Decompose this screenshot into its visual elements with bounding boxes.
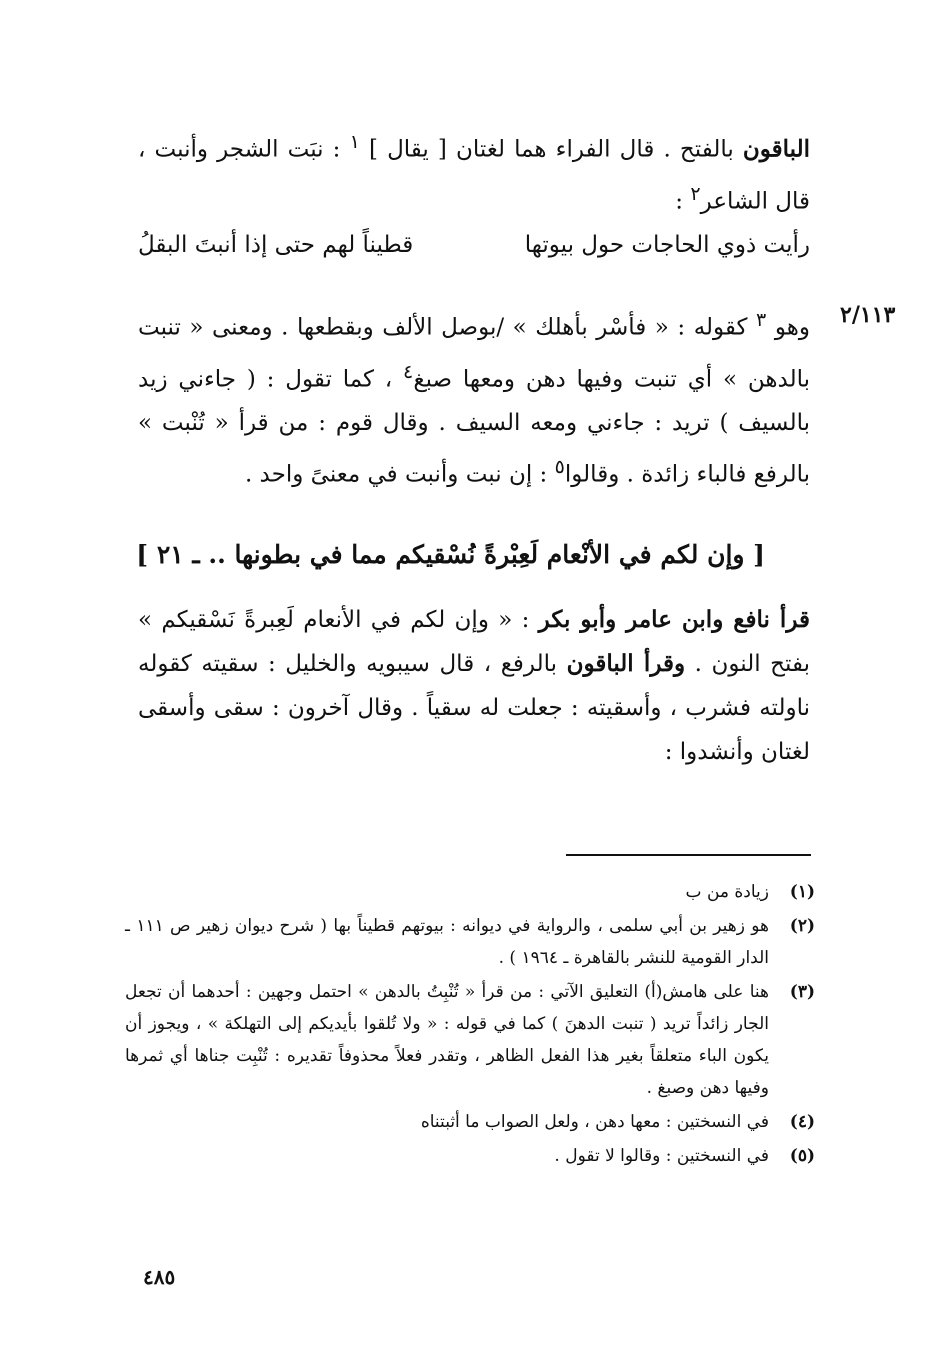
paragraph-1-text-c: :	[675, 188, 691, 215]
paragraph-1	[138, 120, 810, 223]
reciters-bold: قرأ نافع وابن عامر وأبو بكر	[538, 606, 810, 633]
footnote-text: في النسختين : وقالوا لا تقول .	[554, 1146, 769, 1166]
bold-word-albaqun: الباقون	[742, 135, 811, 163]
footnote-number: (١)	[789, 882, 815, 902]
footnote-4	[125, 1106, 815, 1138]
footnote-1	[125, 876, 815, 908]
footnote-text: هنا على هامش(أ) التعليق الآتي : من قرأ « تُنْبِتُ بالدهن » احتمل وجهين : أحدهما أن تجعل الجار زائداً تريد ( تنبت الدهنَ ) كما في قوله : « ولا تُلقوا بأيديكم إلى التهلكة » ، ويجوز أن يكون الباء متعلقاً بغير هذا الفعل الظاهر ، وتقدر فعلاً محذوفاً تقديره : تُنْبِت جناها أي ثمرها وفيها دهن وصبغ .	[125, 982, 769, 1098]
footnote-number: (٥)	[789, 1146, 815, 1166]
bold-albaqun-2: وقرأ الباقون	[566, 650, 686, 677]
footnote-ref-3: ٣	[756, 308, 767, 331]
footnote-5	[125, 1140, 815, 1172]
paragraph-2	[138, 298, 810, 497]
footnote-ref-4: ٤	[403, 359, 414, 383]
footnote-number: (٣)	[789, 982, 815, 1002]
footnote-text: هو زهير بن أبي سلمى ، والرواية في ديوانه : بيوتهم قطيناً بها ( شرح ديوان زهير ص ١١١ ـ الدار القومية للنشر بالقاهرة ـ ١٩٦٤ ) .	[125, 916, 770, 968]
page-number: ٤٨٥	[143, 1265, 176, 1289]
paragraph-1-text-b: : نبَت الشجر وأنبت ، قال الشاعر	[138, 136, 810, 215]
paragraph-2-text-c: ، كما تقول : ( جاءني زيد بالسيف ) تريد : جاءني ومعه السيف . وقال قوم : من قرأ « تُنْبت » بالرفع فالباء زائدة . وقالوا	[138, 366, 810, 488]
paragraph-1-text-a: بالفتح . قال الفراء هما لغتان [ يقال ]	[359, 136, 743, 163]
margin-page-reference: ٢/١١٣	[840, 302, 896, 328]
paragraph-2-text-d: : إن نبت وأنبت في معنىً واحد .	[244, 461, 555, 488]
poetry-verse	[138, 232, 810, 258]
footnote-2	[125, 910, 815, 974]
footnote-text: في النسختين : معها دهن ، ولعل الصواب ما أثبتناه	[420, 1112, 769, 1132]
footnote-number: (٢)	[789, 916, 815, 936]
footnote-ref-1: ١	[349, 130, 360, 153]
verse-second-hemistich: قطيناً لهم حتى إذا أنبتَ البقلُ	[138, 232, 414, 258]
footnote-ref-5: ٥	[554, 455, 565, 479]
paragraph-2-text-a: وهو	[766, 314, 810, 341]
verse-first-hemistich: رأيت ذوي الحاجات حول بيوتها	[524, 232, 810, 258]
paragraph-3-text-b: بالرفع ، قال سيبويه والخليل : سقيته كقوله ناولته فشرب ، وأسقيته : جعلت له سقياً . وقال آخرون : سقى وأسقى لغتان وأنشدوا :	[138, 651, 810, 765]
footnote-ref-2: ٢	[690, 181, 701, 205]
footnote-3	[125, 976, 815, 1104]
footnote-number: (٤)	[789, 1112, 815, 1132]
footnote-separator-line	[566, 854, 811, 856]
quran-verse-heading: [ وإن لكم في الأنْعام لَعِبْرةً نُسْقيكم مما في بطونها .. ـ ٢١ ]	[136, 540, 765, 569]
paragraph-2-text-b: كقوله : « فأسْر بأهلك » /بوصل الألف وبقطعها . ومعنى « تنبت بالدهن » أي تنبت وفيها دهن ومعها صبغ	[138, 314, 810, 393]
footnotes-section	[125, 876, 815, 1174]
paragraph-3-text-a: : « وإن لكم في الأنعام لَعِبرةً نَسْقيكم » بفتح النون .	[138, 607, 810, 677]
footnote-text: زيادة من ب	[685, 882, 769, 902]
paragraph-3	[138, 598, 810, 774]
